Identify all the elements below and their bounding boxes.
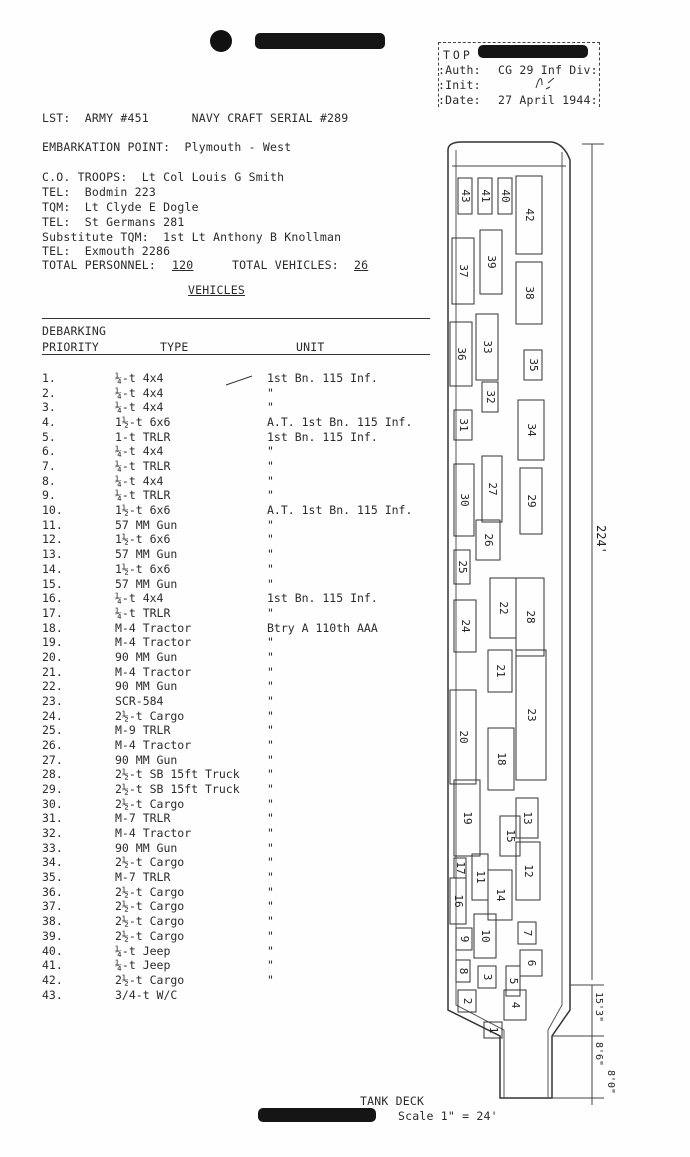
unit-cell: " [267, 914, 274, 929]
type-cell: M-4 Tractor [115, 664, 192, 679]
type-cell: SCR-584 [115, 693, 164, 708]
unit-cell: " [267, 752, 274, 767]
unit-cell: " [267, 840, 274, 855]
type-cell: ¼-t TRLR [115, 488, 171, 503]
priority-cell: 31. [42, 811, 63, 826]
vehicle-slot-label: 27 [486, 482, 499, 496]
vehicle-slot-label: 42 [523, 208, 536, 222]
tel-1: TEL: Bodmin 223 [42, 185, 156, 199]
vehicle-slot-label: 1 [487, 1026, 500, 1034]
vehicle-slot-label: 6 [525, 959, 538, 967]
priority-cell: 40. [42, 943, 63, 958]
priority-cell: 2. [42, 385, 56, 400]
unit-cell: " [267, 899, 274, 914]
priority-cell: 27. [42, 752, 63, 767]
unit-cell: " [267, 693, 274, 708]
priority-cell: 38. [42, 914, 63, 929]
vehicle-slot-label: 14 [494, 888, 507, 902]
vehicle-slot-label: 20 [457, 730, 470, 744]
total-personnel-label: TOTAL PERSONNEL: [42, 258, 156, 272]
priority-cell: 29. [42, 782, 63, 797]
header-unit: UNIT [296, 340, 325, 354]
vehicle-slot-label: 22 [497, 601, 510, 615]
priority-cell: 15. [42, 576, 63, 591]
redacted-footer [258, 1108, 376, 1122]
tank-deck-label: TANK DECK [360, 1094, 425, 1108]
priority-cell: 39. [42, 928, 63, 943]
priority-cell: 16. [42, 591, 63, 606]
priority-cell: 19. [42, 635, 63, 650]
priority-cell: 20. [42, 649, 63, 664]
vehicle-slot-label: 13 [521, 811, 534, 825]
priority-cell: 28. [42, 767, 63, 782]
type-cell: M-9 TRLR [115, 723, 171, 738]
unit-cell: " [267, 400, 274, 415]
type-cell: ¼-t Jeep [115, 958, 171, 973]
vehicle-slot-label: 26 [482, 533, 495, 547]
unit-cell: " [267, 517, 274, 532]
unit-cell: 1st Bn. 115 Inf. [267, 371, 378, 385]
header-debarking: DEBARKING [42, 324, 107, 338]
type-cell: 90 MM Gun [115, 679, 178, 694]
priority-cell: 3. [42, 400, 56, 415]
priority-cell: 34. [42, 855, 63, 870]
vehicle-slot-label: 37 [457, 264, 470, 278]
priority-cell: 41. [42, 958, 63, 973]
vehicle-slot-label: 43 [459, 189, 472, 203]
vehicle-slot-label: 15 [504, 829, 517, 843]
redaction-blot [210, 30, 232, 52]
vehicle-slot-label: 9 [458, 935, 471, 943]
unit-cell: " [267, 826, 274, 841]
type-cell: ¼-t 4x4 [115, 400, 164, 415]
date-label: :Date: [438, 93, 481, 107]
unit-cell: " [267, 738, 274, 752]
unit-cell: " [267, 635, 274, 650]
type-cell: 2½-t SB 15ft Truck [115, 767, 240, 782]
vehicles-section-title: VEHICLES [188, 283, 245, 297]
total-personnel-value: 120 [172, 258, 194, 272]
unit-cell: Btry A 110th AAA [267, 620, 378, 635]
co-troops: C.O. TROOPS: Lt Col Louis G Smith [42, 170, 285, 184]
type-cell: 2½-t Cargo [115, 899, 185, 914]
length-label: 224' [594, 525, 608, 554]
vehicle-slot-label: 21 [494, 664, 507, 678]
unit-cell: " [267, 605, 274, 620]
type-cell: 57 MM Gun [115, 547, 178, 562]
classification-label: TOP [443, 48, 473, 62]
priority-cell: 4. [42, 415, 56, 430]
type-cell: ¼-t TRLR [115, 605, 171, 620]
unit-cell: 1st Bn. 115 Inf. [267, 429, 378, 444]
vehicle-slot-label: 24 [459, 619, 472, 633]
type-cell: 57 MM Gun [115, 517, 178, 532]
type-cell: 2½-t Cargo [115, 855, 185, 870]
unit-cell: " [267, 459, 274, 474]
vehicle-slot-label: 23 [525, 708, 538, 722]
table-top-rule [42, 318, 430, 319]
lst-line: LST: ARMY #451 NAVY CRAFT SERIAL #289 [42, 111, 349, 125]
type-cell: ¼-t Jeep [115, 943, 171, 958]
unit-cell: " [267, 708, 274, 723]
vehicle-slot-label: 33 [481, 340, 494, 354]
unit-cell: " [267, 943, 274, 958]
unit-cell: " [267, 870, 274, 885]
vehicle-slot-label: 34 [525, 423, 538, 437]
type-cell: 57 MM Gun [115, 576, 178, 591]
vehicle-slot-label: 5 [507, 977, 520, 985]
init-signature [530, 73, 550, 89]
vehicle-slot-label: 2 [461, 997, 474, 1005]
vehicle-slot-label: 16 [452, 894, 465, 908]
unit-cell: " [267, 796, 274, 811]
unit-cell: " [267, 972, 274, 987]
unit-cell: 1st Bn. 115 Inf. [267, 591, 378, 606]
vehicle-slot-label: 41 [479, 189, 492, 203]
vehicle-slot-label: 35 [527, 358, 540, 372]
unit-cell: " [267, 958, 274, 973]
vehicle-slot-label: 36 [455, 347, 468, 361]
type-cell: 2½-t SB 15ft Truck [115, 782, 240, 797]
priority-cell: 8. [42, 473, 56, 488]
type-cell: ¼-t 4x4 [115, 591, 164, 606]
type-cell: 2½-t Cargo [115, 884, 185, 899]
dimension-label-3: 8'0" [605, 1070, 616, 1095]
vehicle-slot-label: 18 [495, 752, 508, 766]
vehicle-slot-label: 8 [457, 967, 470, 975]
vehicle-slot-label: 4 [509, 1001, 522, 1009]
priority-cell: 7. [42, 459, 56, 474]
vehicle-slot-label: 40 [499, 189, 512, 203]
header-type: TYPE [160, 340, 189, 354]
unit-cell: " [267, 679, 274, 694]
type-cell: M-7 TRLR [115, 870, 171, 885]
priority-cell: 24. [42, 708, 63, 723]
vehicle-slot-label: 11 [474, 870, 487, 884]
type-cell: M-4 Tractor [115, 738, 192, 752]
total-vehicles-label: TOTAL VEHICLES: [232, 258, 339, 272]
vehicle-slot-label: 10 [479, 929, 492, 943]
priority-cell: 23. [42, 693, 63, 708]
type-cell: 2½-t Cargo [115, 708, 185, 723]
vehicle-slot-label: 30 [458, 493, 471, 507]
type-cell: 1½-t 6x6 [115, 561, 171, 576]
unit-cell: " [267, 473, 274, 488]
unit-cell: " [267, 649, 274, 664]
vehicle-slot-label: 32 [484, 390, 497, 404]
unit-cell: A.T. 1st Bn. 115 Inf. [267, 503, 413, 518]
unit-cell: " [267, 444, 274, 459]
priority-cell: 12. [42, 532, 63, 547]
priority-cell: 13. [42, 547, 63, 562]
unit-cell: " [267, 576, 274, 591]
type-cell: M-7 TRLR [115, 811, 171, 826]
unit-cell: " [267, 884, 274, 899]
type-cell: ¼-t TRLR [115, 459, 171, 474]
tel-3: TEL: Exmouth 2286 [42, 244, 171, 258]
priority-cell: 21. [42, 664, 63, 679]
date-value: 27 April 1944: [498, 93, 598, 107]
scale-label: Scale 1" = 24' [398, 1109, 498, 1123]
vehicle-slot-label: 38 [523, 286, 536, 300]
type-cell: 3/4-t W/C [115, 987, 178, 1002]
init-label: :Init: [438, 78, 481, 92]
priority-cell: 9. [42, 488, 56, 503]
unit-cell: " [267, 385, 274, 400]
unit-cell: A.T. 1st Bn. 115 Inf. [267, 415, 413, 430]
type-cell: 1½-t 6x6 [115, 503, 171, 518]
tqm: TQM: Lt Clyde E Dogle [42, 200, 199, 214]
tel-2: TEL: St Germans 281 [42, 215, 185, 229]
type-cell: 1½-t 6x6 [115, 415, 171, 430]
priority-cell: 11. [42, 517, 63, 532]
priority-cell: 32. [42, 826, 63, 841]
unit-cell: " [267, 547, 274, 562]
unit-cell: " [267, 928, 274, 943]
unit-cell: " [267, 664, 274, 679]
auth-label: :Auth: [438, 63, 481, 77]
unit-cell: " [267, 855, 274, 870]
type-cell: ¼-t 4x4 [115, 371, 164, 385]
redacted-classification [478, 45, 588, 58]
vehicle-slot-label: 28 [524, 610, 537, 624]
unit-cell: " [267, 488, 274, 503]
vehicle-slot-label: 39 [485, 255, 498, 269]
unit-cell: " [267, 767, 274, 782]
type-cell: 2½-t Cargo [115, 928, 185, 943]
type-cell: 90 MM Gun [115, 752, 178, 767]
type-cell: 2½-t Cargo [115, 914, 185, 929]
vehicle-slot-label: 25 [456, 560, 469, 574]
vehicle-slot-label: 29 [525, 494, 538, 508]
priority-cell: 42. [42, 972, 63, 987]
priority-cell: 6. [42, 444, 56, 459]
type-cell: 2½-t Cargo [115, 796, 185, 811]
unit-cell: " [267, 811, 274, 826]
type-cell: ¼-t 4x4 [115, 473, 164, 488]
vehicle-slot-label: 19 [461, 811, 474, 825]
table-header-rule [42, 354, 430, 355]
unit-cell: " [267, 782, 274, 797]
priority-cell: 17. [42, 605, 63, 620]
vehicle-slot-label: 31 [457, 418, 470, 432]
priority-cell: 1. [42, 371, 56, 385]
priority-cell: 35. [42, 870, 63, 885]
redacted-classification-title [255, 33, 385, 49]
embarkation-point: EMBARKATION POINT: Plymouth - West [42, 140, 292, 154]
priority-cell: 43. [42, 987, 63, 1002]
priority-cell: 30. [42, 796, 63, 811]
priority-cell: 18. [42, 620, 63, 635]
pen-mark [225, 372, 255, 391]
unit-cell: " [267, 561, 274, 576]
auth-value: CG 29 Inf Div: [498, 63, 598, 77]
priority-cell: 10. [42, 503, 63, 518]
type-cell: 1-t TRLR [115, 429, 171, 444]
type-cell: 90 MM Gun [115, 840, 178, 855]
substitute-tqm: Substitute TQM: 1st Lt Anthony B Knollman [42, 230, 342, 244]
type-cell: ¼-t 4x4 [115, 385, 164, 400]
priority-cell: 37. [42, 899, 63, 914]
type-cell: 2½-t Cargo [115, 972, 185, 987]
priority-cell: 25. [42, 723, 63, 738]
vehicle-slot-label: 12 [522, 864, 535, 878]
priority-cell: 14. [42, 561, 63, 576]
type-cell: M-4 Tractor [115, 620, 192, 635]
priority-cell: 36. [42, 884, 63, 899]
dimension-label-2: 8'6" [593, 1042, 604, 1067]
vehicle-slot-label: 7 [521, 929, 534, 937]
type-cell: M-4 Tractor [115, 826, 192, 841]
type-cell: 90 MM Gun [115, 649, 178, 664]
type-cell: M-4 Tractor [115, 635, 192, 650]
priority-cell: 26. [42, 738, 63, 752]
tank-deck-diagram [412, 130, 627, 1110]
dimension-label-1: 15'3" [593, 992, 604, 1023]
type-cell: 1½-t 6x6 [115, 532, 171, 547]
header-priority: PRIORITY [42, 340, 99, 354]
type-cell: ¼-t 4x4 [115, 444, 164, 459]
vehicle-slot-label: 3 [481, 973, 494, 981]
vehicle-slot-label: 17 [454, 861, 467, 875]
unit-cell: " [267, 532, 274, 547]
unit-cell: " [267, 723, 274, 738]
priority-cell: 33. [42, 840, 63, 855]
priority-cell: 5. [42, 429, 56, 444]
priority-cell: 22. [42, 679, 63, 694]
total-vehicles-value: 26 [354, 258, 369, 272]
